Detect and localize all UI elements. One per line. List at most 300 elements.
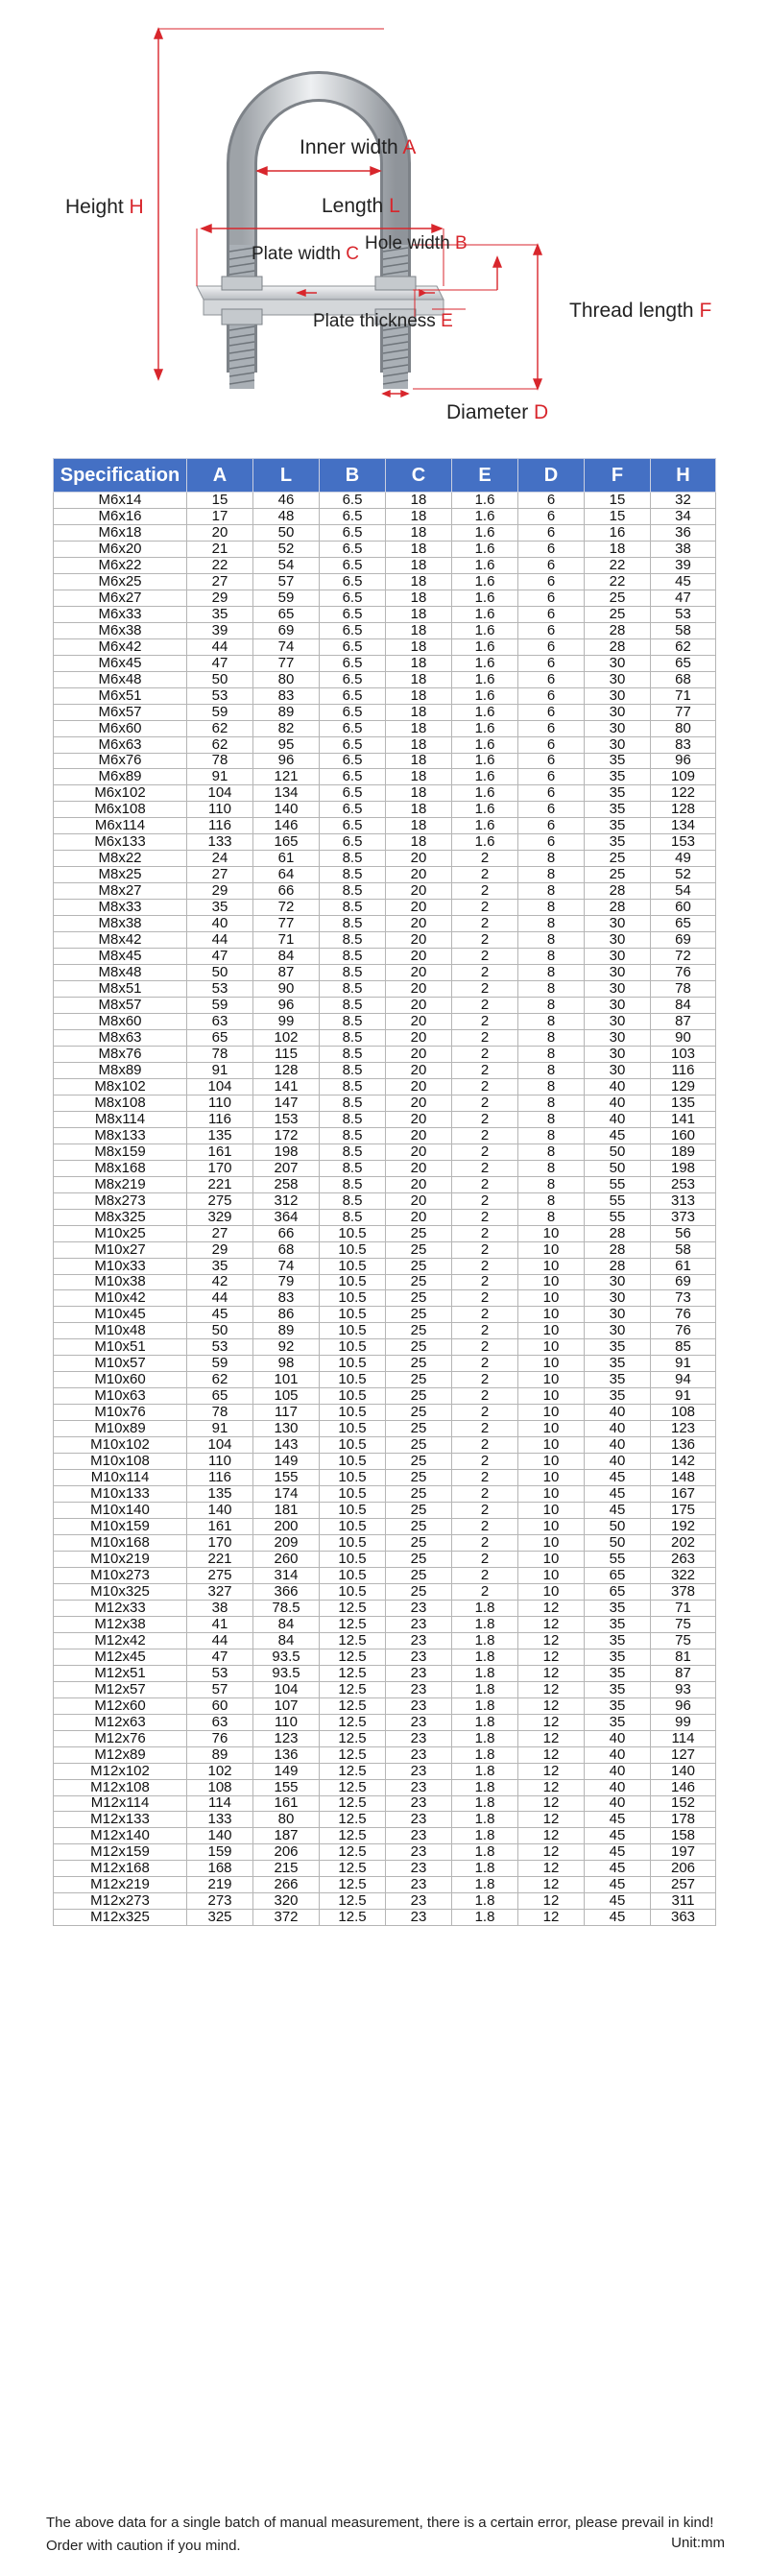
table-row [54,1323,716,1339]
value-cell: 61 [651,1258,716,1274]
table-row [54,1861,716,1877]
value-cell: 62 [651,638,716,655]
spec-cell: M8x33 [54,900,187,916]
value-cell: 6.5 [320,834,386,851]
value-cell: 322 [651,1567,716,1583]
column-header: C [386,459,452,493]
value-cell: 55 [585,1176,651,1192]
value-cell: 47 [187,1649,253,1665]
value-cell: 78 [187,1405,253,1421]
value-cell: 77 [651,704,716,720]
value-cell: 35 [585,818,651,834]
value-cell: 170 [187,1535,253,1552]
spec-cell: M10x168 [54,1535,187,1552]
table-row [54,818,716,834]
value-cell: 12.5 [320,1779,386,1795]
value-cell: 215 [253,1861,320,1877]
value-cell: 314 [253,1567,320,1583]
value-cell: 89 [253,704,320,720]
value-cell: 364 [253,1209,320,1225]
value-cell: 221 [187,1176,253,1192]
value-cell: 10 [518,1519,585,1535]
table-row [54,1583,716,1600]
value-cell: 10 [518,1225,585,1241]
spec-cell: M12x159 [54,1844,187,1861]
value-cell: 91 [651,1388,716,1405]
value-cell: 8 [518,867,585,883]
value-cell: 40 [585,1095,651,1111]
value-cell: 141 [651,1111,716,1127]
value-cell: 84 [253,1632,320,1649]
value-cell: 68 [253,1241,320,1258]
value-cell: 62 [187,720,253,736]
value-cell: 2 [452,900,518,916]
value-cell: 25 [386,1437,452,1454]
value-cell: 8.5 [320,1095,386,1111]
value-cell: 12.5 [320,1714,386,1730]
value-cell: 83 [253,687,320,704]
value-cell: 35 [585,1632,651,1649]
value-cell: 35 [585,1681,651,1697]
value-cell: 2 [452,1503,518,1519]
value-cell: 40 [585,1421,651,1437]
value-cell: 2 [452,1323,518,1339]
value-cell: 62 [187,736,253,753]
value-cell: 12 [518,1844,585,1861]
value-cell: 167 [651,1486,716,1503]
value-cell: 10 [518,1274,585,1290]
value-cell: 30 [585,1274,651,1290]
value-cell: 71 [651,687,716,704]
value-cell: 142 [651,1454,716,1470]
table-row [54,1730,716,1746]
value-cell: 59 [253,590,320,606]
value-cell: 57 [253,573,320,590]
value-cell: 45 [585,1828,651,1844]
spec-cell: M8x76 [54,1046,187,1062]
value-cell: 18 [386,573,452,590]
value-cell: 2 [452,1583,518,1600]
spec-cell: M6x14 [54,493,187,509]
value-cell: 136 [651,1437,716,1454]
value-cell: 6.5 [320,638,386,655]
value-cell: 23 [386,1828,452,1844]
value-cell: 133 [187,834,253,851]
spec-cell: M8x114 [54,1111,187,1127]
value-cell: 2 [452,1290,518,1307]
value-cell: 10.5 [320,1290,386,1307]
value-cell: 44 [187,638,253,655]
spec-cell: M10x219 [54,1551,187,1567]
value-cell: 108 [651,1405,716,1421]
table-row [54,687,716,704]
value-cell: 77 [253,916,320,932]
value-cell: 170 [187,1160,253,1176]
value-cell: 2 [452,1111,518,1127]
spec-cell: M6x51 [54,687,187,704]
value-cell: 8 [518,1160,585,1176]
spec-cell: M8x25 [54,867,187,883]
value-cell: 76 [187,1730,253,1746]
value-cell: 25 [386,1225,452,1241]
table-row [54,1519,716,1535]
value-cell: 373 [651,1209,716,1225]
table-row [54,1046,716,1062]
value-cell: 15 [585,493,651,509]
spec-cell: M12x57 [54,1681,187,1697]
spec-cell: M8x48 [54,965,187,981]
value-cell: 30 [585,1323,651,1339]
value-cell: 128 [651,802,716,818]
value-cell: 168 [187,1861,253,1877]
value-cell: 257 [651,1877,716,1893]
table-row [54,916,716,932]
spec-cell: M6x63 [54,736,187,753]
value-cell: 78 [651,981,716,998]
value-cell: 50 [187,965,253,981]
value-cell: 29 [187,590,253,606]
value-cell: 2 [452,883,518,900]
value-cell: 50 [585,1535,651,1552]
value-cell: 2 [452,1421,518,1437]
value-cell: 76 [651,1323,716,1339]
value-cell: 6 [518,590,585,606]
value-cell: 80 [651,720,716,736]
table-row [54,1910,716,1926]
value-cell: 253 [651,1176,716,1192]
value-cell: 18 [386,834,452,851]
value-cell: 147 [253,1095,320,1111]
value-cell: 23 [386,1665,452,1681]
value-cell: 6 [518,687,585,704]
value-cell: 35 [585,802,651,818]
value-cell: 8.5 [320,965,386,981]
value-cell: 18 [386,541,452,557]
value-cell: 10 [518,1551,585,1567]
value-cell: 8.5 [320,1176,386,1192]
value-cell: 96 [253,753,320,769]
table-row [54,1844,716,1861]
value-cell: 69 [651,932,716,949]
value-cell: 372 [253,1910,320,1926]
value-cell: 25 [386,1535,452,1552]
value-cell: 8 [518,981,585,998]
value-cell: 8 [518,900,585,916]
value-cell: 8 [518,1029,585,1046]
value-cell: 1.6 [452,704,518,720]
value-cell: 30 [585,655,651,671]
table-row [54,493,716,509]
value-cell: 192 [651,1519,716,1535]
value-cell: 2 [452,1388,518,1405]
value-cell: 10.5 [320,1405,386,1421]
value-cell: 161 [187,1144,253,1160]
value-cell: 40 [585,1405,651,1421]
value-cell: 18 [386,704,452,720]
value-cell: 23 [386,1893,452,1910]
value-cell: 40 [585,1779,651,1795]
table-row [54,1567,716,1583]
value-cell: 129 [651,1078,716,1095]
value-cell: 8.5 [320,1078,386,1095]
value-cell: 35 [585,1649,651,1665]
value-cell: 20 [386,851,452,867]
value-cell: 10 [518,1567,585,1583]
value-cell: 2 [452,1144,518,1160]
value-cell: 23 [386,1812,452,1828]
spec-cell: M8x63 [54,1029,187,1046]
value-cell: 8.5 [320,1192,386,1209]
value-cell: 23 [386,1746,452,1763]
value-cell: 2 [452,1176,518,1192]
value-cell: 18 [386,590,452,606]
value-cell: 8 [518,965,585,981]
label-length: Length L [322,195,400,217]
label-plate-width: Plate width C [252,244,359,264]
table-row [54,867,716,883]
value-cell: 275 [187,1567,253,1583]
value-cell: 1.6 [452,753,518,769]
table-row [54,1503,716,1519]
value-cell: 45 [585,1470,651,1486]
value-cell: 140 [187,1503,253,1519]
value-cell: 18 [386,769,452,785]
value-cell: 149 [253,1763,320,1779]
spec-cell: M12x140 [54,1828,187,1844]
table-row [54,1535,716,1552]
value-cell: 39 [187,622,253,638]
value-cell: 12 [518,1746,585,1763]
value-cell: 8.5 [320,867,386,883]
value-cell: 1.8 [452,1763,518,1779]
value-cell: 102 [187,1763,253,1779]
value-cell: 40 [585,1437,651,1454]
value-cell: 6.5 [320,671,386,687]
spec-cell: M6x133 [54,834,187,851]
spec-cell: M8x51 [54,981,187,998]
value-cell: 28 [585,1258,651,1274]
value-cell: 35 [585,753,651,769]
value-cell: 1.6 [452,638,518,655]
value-cell: 25 [386,1421,452,1437]
value-cell: 6.5 [320,655,386,671]
value-cell: 2 [452,1274,518,1290]
value-cell: 6 [518,541,585,557]
value-cell: 8 [518,1062,585,1078]
value-cell: 1.6 [452,508,518,524]
value-cell: 25 [386,1241,452,1258]
value-cell: 87 [651,1665,716,1681]
spec-cell: M6x102 [54,785,187,802]
spec-cell: M12x114 [54,1795,187,1812]
value-cell: 47 [187,949,253,965]
value-cell: 1.6 [452,687,518,704]
value-cell: 10 [518,1470,585,1486]
table-row [54,1062,716,1078]
table-row [54,1029,716,1046]
value-cell: 30 [585,916,651,932]
spec-cell: M6x60 [54,720,187,736]
value-cell: 20 [386,965,452,981]
spec-cell: M6x108 [54,802,187,818]
value-cell: 10 [518,1583,585,1600]
table-row [54,1665,716,1681]
value-cell: 1.6 [452,655,518,671]
value-cell: 25 [386,1372,452,1388]
value-cell: 103 [651,1046,716,1062]
table-row [54,1632,716,1649]
value-cell: 12.5 [320,1877,386,1893]
value-cell: 87 [651,1014,716,1030]
spec-cell: M10x48 [54,1323,187,1339]
value-cell: 12.5 [320,1910,386,1926]
value-cell: 133 [187,1812,253,1828]
spec-cell: M12x273 [54,1893,187,1910]
spec-cell: M8x273 [54,1192,187,1209]
value-cell: 1.6 [452,493,518,509]
value-cell: 10 [518,1535,585,1552]
value-cell: 1.8 [452,1714,518,1730]
value-cell: 30 [585,671,651,687]
value-cell: 12 [518,1910,585,1926]
value-cell: 115 [253,1046,320,1062]
value-cell: 35 [585,1339,651,1356]
value-cell: 1.8 [452,1877,518,1893]
value-cell: 20 [386,1160,452,1176]
value-cell: 2 [452,1535,518,1552]
table-row [54,1290,716,1307]
table-row [54,851,716,867]
value-cell: 10.5 [320,1470,386,1486]
spec-cell: M12x45 [54,1649,187,1665]
value-cell: 18 [386,524,452,541]
value-cell: 110 [187,802,253,818]
value-cell: 1.8 [452,1665,518,1681]
value-cell: 61 [253,851,320,867]
value-cell: 93 [651,1681,716,1697]
value-cell: 320 [253,1893,320,1910]
label-hole-width: Hole width B [365,233,468,253]
value-cell: 87 [253,965,320,981]
value-cell: 10.5 [320,1241,386,1258]
value-cell: 2 [452,1225,518,1241]
value-cell: 12 [518,1828,585,1844]
label-diameter: Diameter D [446,401,549,423]
value-cell: 8.5 [320,1111,386,1127]
value-cell: 30 [585,687,651,704]
value-cell: 10.5 [320,1225,386,1241]
value-cell: 36 [651,524,716,541]
label-plate-thickness: Plate thickness E [313,311,453,331]
value-cell: 102 [253,1029,320,1046]
value-cell: 15 [585,508,651,524]
value-cell: 12 [518,1812,585,1828]
table-row [54,1714,716,1730]
value-cell: 1.8 [452,1910,518,1926]
value-cell: 12.5 [320,1616,386,1632]
value-cell: 18 [386,606,452,622]
value-cell: 1.8 [452,1795,518,1812]
value-cell: 59 [187,998,253,1014]
value-cell: 78 [187,1046,253,1062]
value-cell: 8.5 [320,981,386,998]
value-cell: 45 [585,1861,651,1877]
label-height: Height H [65,196,144,218]
value-cell: 153 [651,834,716,851]
value-cell: 25 [585,590,651,606]
value-cell: 25 [386,1405,452,1421]
value-cell: 6 [518,720,585,736]
value-cell: 8 [518,1209,585,1225]
value-cell: 8.5 [320,1160,386,1176]
spec-cell: M10x45 [54,1307,187,1323]
value-cell: 25 [386,1551,452,1567]
value-cell: 1.8 [452,1600,518,1616]
table-row [54,736,716,753]
value-cell: 6.5 [320,736,386,753]
value-cell: 66 [253,1225,320,1241]
value-cell: 10 [518,1372,585,1388]
value-cell: 8 [518,1111,585,1127]
value-cell: 96 [253,998,320,1014]
value-cell: 20 [386,1144,452,1160]
value-cell: 143 [253,1437,320,1454]
value-cell: 30 [585,1029,651,1046]
value-cell: 2 [452,1127,518,1144]
value-cell: 2 [452,981,518,998]
value-cell: 2 [452,1258,518,1274]
table-row [54,802,716,818]
table-row [54,1274,716,1290]
value-cell: 12 [518,1616,585,1632]
spec-cell: M8x219 [54,1176,187,1192]
value-cell: 24 [187,851,253,867]
value-cell: 71 [651,1600,716,1616]
table-row [54,606,716,622]
value-cell: 8.5 [320,916,386,932]
table-row [54,1779,716,1795]
value-cell: 12 [518,1649,585,1665]
value-cell: 23 [386,1877,452,1893]
value-cell: 10.5 [320,1535,386,1552]
table-row [54,1893,716,1910]
value-cell: 107 [253,1697,320,1714]
spec-cell: M8x60 [54,1014,187,1030]
value-cell: 104 [187,1437,253,1454]
value-cell: 206 [253,1844,320,1861]
value-cell: 10.5 [320,1356,386,1372]
value-cell: 2 [452,932,518,949]
spec-cell: M12x168 [54,1861,187,1877]
spec-cell: M12x102 [54,1763,187,1779]
table-row [54,785,716,802]
value-cell: 71 [253,932,320,949]
value-cell: 1.6 [452,573,518,590]
value-cell: 45 [585,1127,651,1144]
nut-left-bottom [222,309,262,325]
value-cell: 30 [585,1307,651,1323]
value-cell: 25 [386,1567,452,1583]
value-cell: 10 [518,1339,585,1356]
value-cell: 78.5 [253,1600,320,1616]
value-cell: 27 [187,573,253,590]
table-row [54,1486,716,1503]
value-cell: 76 [651,1307,716,1323]
table-header-row [54,459,716,493]
value-cell: 153 [253,1111,320,1127]
value-cell: 260 [253,1551,320,1567]
value-cell: 114 [651,1730,716,1746]
